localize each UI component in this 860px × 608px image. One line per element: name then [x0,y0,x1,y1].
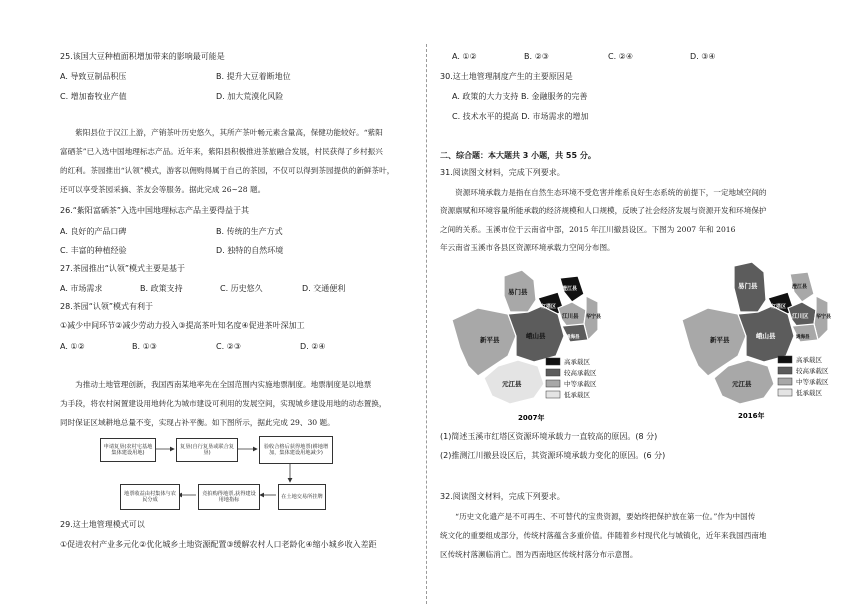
q27-option-c: C. 历史悠久 [220,284,263,293]
q29-option-a: A. ①② [452,52,477,61]
label-chengjiang: 澄江县 [792,284,808,290]
label-yuanjiang: 元江县 [732,380,752,388]
q31-passage-line: 之间的关系。玉溪市位于云南省中部，2015 年江川撤县设区。下图为 2007 年和 2016 [440,225,736,234]
label-yuanjiang: 元江县 [502,380,522,388]
legend-label-high: 高承载区 [564,358,590,366]
flow-step-acceptance: 验收合格后获得地票(耕地增加，集体建设用地减少) [259,436,333,464]
q31-subquestion-1: (1)简述玉溪市红塔区资源环境承载力一直较高的原因。(8 分) [440,432,658,441]
q25-option-d: D. 加大荒漠化风险 [216,92,284,101]
q26-option-d: D. 独特的自然环境 [216,246,284,255]
q27-option-d: D. 交通便利 [302,284,346,293]
q32-passage-line: “历史文化遗产是不可再生、不可替代的宝贵资源，要始终把保护放在第一位。”作为中国传 [440,512,756,521]
flow-step-revenue: 地票收益由村集体与农民分成 [120,484,180,510]
q28-option-b: B. ①③ [132,342,157,351]
left-column [60,0,415,608]
q28-stem: 28.茶园“认领”模式有利于 [60,302,154,311]
passage2-line: 为推动土地管理创新，我国西南某地率先在全国范围内实施地票制度。地票制度是以地票 [60,380,372,389]
label-xinping: 新平县 [480,336,500,344]
q29-statements: ①促进农村产业多元化②优化城乡土地资源配置③缓解农村人口老龄化④缩小城乡收入差距 [60,540,377,549]
label-chengjiang: 澄江县 [562,286,578,292]
legend-2007 [546,357,597,399]
q25-option-a: A. 导致豆制品积压 [60,72,127,81]
passage1-line: 还可以享受茶园采摘、茶友会等服务。据此完成 26~28 题。 [60,185,266,194]
passage2-line: 同时保证区域耕地总量不变，实现占补平衡。如下图所示，据此完成 29、30 题。 [60,418,335,427]
legend-label-medium: 中等承载区 [564,380,597,388]
q28-option-c: C. ②③ [216,342,242,351]
q26-option-a: A. 良好的产品口碑 [60,227,127,236]
q27-stem: 27.茶园推出“认领”模式主要是基于 [60,264,186,273]
q28-option-d: D. ②④ [300,342,326,351]
q31-passage-line: 年云南省玉溪市各县区资源环境承载力空间分布图。 [440,243,615,252]
label-huaning: 华宁县 [816,314,832,320]
land-ticket-flowchart [100,432,400,512]
label-hongta: 红塔区 [541,304,557,310]
flow-step-apply: 申请复垦(农村宅基地集体建设用地) [100,438,156,462]
q29-stem: 29.这土地管理模式可以 [60,520,145,529]
legend-2016 [778,355,829,397]
legend-swatch-low [546,391,560,398]
q26-stem: 26.“紫阳富硒茶”入选中国地理标志产品主要得益于其 [60,206,250,215]
legend-label-medhigh: 较高承载区 [796,367,829,375]
flow-step-auction: 竞拍购得地票,获得建设用地指标 [198,484,260,510]
q32-passage-line: 区传统村落濒临消亡。图为西南地区传统村落分布示意图。 [440,550,638,559]
q29-option-b: B. ②③ [524,52,549,61]
carrying-capacity-maps [438,258,832,428]
q25-option-b: B. 提升大豆着断地位 [216,72,291,81]
legend-label-low: 低承载区 [564,391,590,399]
right-column [438,0,832,608]
label-jiangchuan-district: 江川区 [792,314,809,320]
q26-option-c: C. 丰富的种植经验 [60,246,127,255]
q31-subquestion-2: (2)推测江川撤县设区后，其资源环境承载力变化的原因。(6 分) [440,451,666,460]
label-tonghai: 通海县 [796,335,810,340]
q26-option-b: B. 传统的生产方式 [216,227,283,236]
label-emshan: 峨山县 [756,332,776,340]
passage1-line: 富硒茶”已入选中国地理标志产品。近年来，紫阳县积极推进茶旅融合发展，村民获得了乡村振兴 [60,147,383,156]
q29-option-c: C. ②④ [608,52,634,61]
label-emshan: 峨山县 [526,332,546,340]
q31-passage-line: 资源环境承载力是指在自然生态环境不受危害并维系良好生态系统的前提下，一定地域空间的 [440,188,767,197]
q32-passage-line: 统文化的重要组成部分，传统村落蕴含多重价值。伴随着乡村现代化与城镇化，近年来我国西南地 [440,531,767,540]
q30-options-ab: A. 政策的大力支持 B. 金融服务的完善 [452,92,588,101]
legend-swatch-medhigh [546,369,560,376]
passage1-line: 的红利。茶园推出“认领”模式，游客以佣购得属于自己的茶园，不仅可以得到茶园提供的新鲜茶叶， [60,166,395,175]
q30-options-cd: C. 技术水平的提高 D. 市场需求的增加 [452,112,589,121]
q25-stem: 25.该国大豆种植面积增加带来的影响最可能是 [60,52,225,61]
label-jiangchuan: 江川县 [562,314,579,320]
legend-swatch-medium [546,380,560,387]
flow-step-listing: 在土地交易所挂牌 [278,484,326,510]
q32-stem: 32.阅读图文材料，完成下列要求。 [440,492,565,501]
passage2-line: 为手段，将农村闲置建设用地转化为城市建设可利用的发展空间，实现城乡建设用地的动态置换， [60,399,387,408]
label-hongta: 红塔区 [771,304,787,310]
legend-swatch-high [778,356,792,363]
q29-option-d: D. ③④ [690,52,716,61]
passage1-line: 紫阳县位于汉江上游，产销茶叶历史悠久，其所产茶叶畅元素含量高，保健功能较好。“紫阳 [60,128,383,137]
column-divider [426,44,427,604]
year-label-2016: 2016年 [738,412,765,420]
legend-swatch-high [546,358,560,365]
legend-label-medium: 中等承载区 [796,378,829,386]
legend-swatch-medium [778,378,792,385]
legend-label-high: 高承载区 [796,356,822,364]
label-xinping: 新平县 [710,336,730,344]
q30-stem: 30.这土地管理制度产生的主要原因是 [440,72,573,81]
label-tonghai: 通海县 [566,335,580,340]
label-yimen: 易门县 [508,288,528,296]
q28-statements: ①减少中间环节②减少劳动力投入③提高茶叶知名度④促进茶叶深加工 [60,321,305,330]
label-huaning: 华宁县 [586,314,602,320]
legend-swatch-low [778,389,792,396]
legend-label-medhigh: 较高承载区 [564,369,597,377]
legend-label-low: 低承载区 [796,389,822,397]
label-yimen: 易门县 [738,282,758,290]
q31-passage-line: 资源禀赋和环境容量所能承载的经济规模和人口规模，反映了社会经济发展与资源开发和环境保护 [440,206,767,215]
q25-option-c: C. 增加畜牧业产值 [60,92,127,101]
q28-option-a: A. ①② [60,342,85,351]
legend-swatch-medhigh [778,367,792,374]
q27-option-b: B. 政策支持 [140,284,183,293]
section-heading: 二、综合题：本大题共 3 小题，共 55 分。 [440,151,596,160]
q31-stem: 31.阅读图文材料，完成下列要求。 [440,168,565,177]
year-label-2007: 2007年 [518,414,545,422]
flow-step-reclaim: 复垦(自行复垦或联合复垦) [176,438,238,462]
q27-option-a: A. 市场需求 [60,284,103,293]
